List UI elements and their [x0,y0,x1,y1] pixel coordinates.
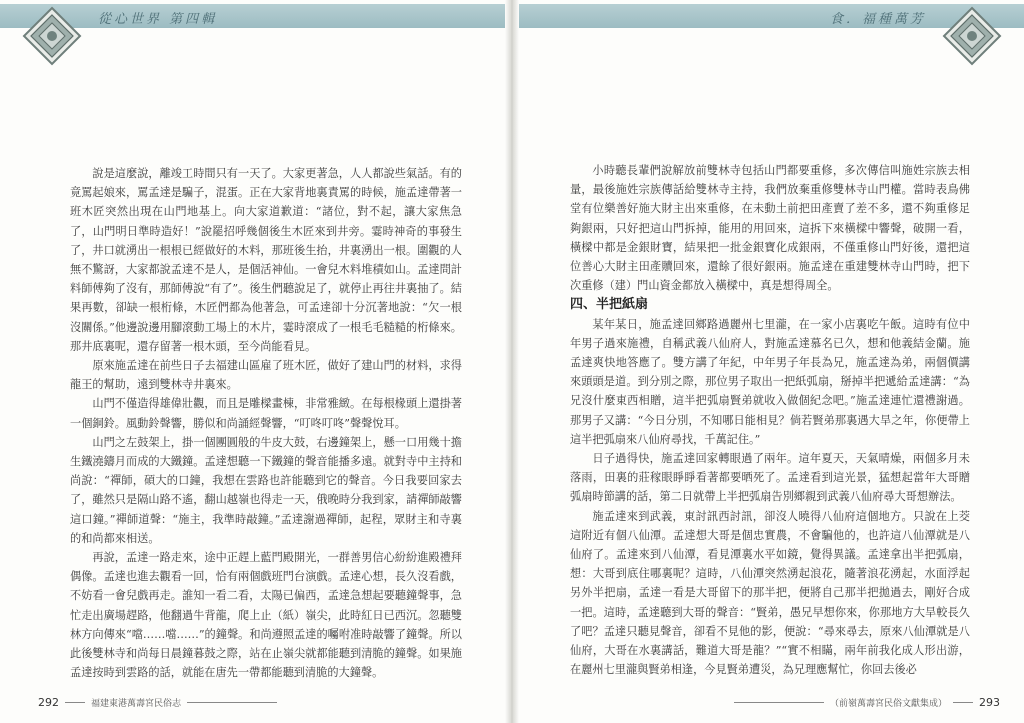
ornamental-diamond-emblem-icon [22,6,82,66]
left-footer [38,696,283,709]
book-gutter [505,0,519,723]
paragraph: 日子過得快，施孟達回家轉眼過了兩年。這年夏天，天氣晴燥，兩個多月未落雨，田裏的莊稼眼睜睜看著都要晒死了。孟達看到這光景，猛想起當年大哥贈弧扇時節講的話，第二日就帶上半把弧扇告別鄉親到武義八仙府尋大哥想辦法。 [570,452,970,504]
footer-title: 福建東港萬壽宮民俗志 [91,699,182,709]
page-number: 293 [979,696,1000,709]
right-running-header: 食．福種萬芳 [829,12,926,27]
paragraph: 再說，孟達一路走來，途中正趕上藍門殿開光，一群善男信心紛紛進殿禮拜偶像。孟達也進去觀看一回，恰有兩個戲班門台演戲。孟達心想，長久沒看戲，不妨看一會兒戲再走。誰知一看二看，太陽已偏西，孟達急想起要聽鐘聲事，急忙走出廣場趕路，他翻過牛背龍，爬上止（紙）嶺尖，此時紅日已西沉。忽聽雙林方向傳來“噹……噹……”的鐘聲。和尚遵照孟達的囑咐准時敲響了鐘聲。所以此後雙林寺和尚每日晨鐘暮鼓之際，站在止嶺尖就都能聽到清脆的鐘聲。如果施孟達按時到雲路的話，就能在唐先一帶都能聽到清脆的大鐘聲。 [70,551,462,680]
right-page [514,0,1024,723]
paragraph: 說是這麼說，離竣工時間只有一天了。大家更著急，人人都說些氣話。有的竟罵起娘來，罵孟達是騙子，混蛋。正在大家背地裏責罵的時候，施孟達帶著一班木匠突然出現在山門地基上。向大家道歉道：“諸位，對不起，讓大家焦急了，山門明日準時造好！”說罷招呼幾個後生木匠來到井旁。霎時神奇的事發生了，井口就湧出一根根已經做好的木料，那班後生抬，井裏湧出一根。圍觀的人無不驚訝，大家都說孟達不是人，是個活神仙。一會兒木料堆積如山。孟達問計料師傅夠了沒有，那師傅說“有了”。後生們聽說足了，就停止再往井裏抽了。結果再數，卻缺一根桁條，木匠們都為他著急，可孟達卻十分沉著地說：“欠一根沒關係。”他邊說邊用腳滾動工場上的木片，霎時滾成了一根毛毛糙糙的桁條來。那井底裏呢，還存留著一根木頭，至今尚能看見。 [70,167,462,353]
left-running-header: 從心世界 第四輯 [98,12,218,27]
footer-title: （前嶺萬壽宮民俗文獻集成） [829,699,947,709]
paragraph: 山門不僅造得雄偉壯觀，而且是雕樑畫棟，非常雅緻。在每根椽頭上還掛著一個銅鈴。風動鈴聲響，勝似和尚誦經聲響，“叮咚叮咚”聲聲悅耳。 [70,397,462,430]
right-footer [728,696,1000,709]
left-page [0,0,510,723]
paragraph: 原來施孟達在前些日子去福建山區雇了班木匠，做好了建山門的材料，求得龍王的幫助，遠到雙林寺井裏來。 [70,359,462,392]
paragraph: 山門之左鼓架上，掛一個團圓般的牛皮大鼓，右邊鐘架上，懸一口用幾十擔生鐵澆鑄月而成的大鐵鐘。孟達想聽一下鐵鐘的聲音能播多遠。就對寺中主持和尚說：“禪師，碩大的口鐘，我想在雲路也許能聽到它的聲音。今日我要回家去了，雖然只是隔山路不遙，翻山越嶺也得走一天，俄晚時分我到家，請禪師敲響這口鐘。”禪師道聲：“施主，我準時敲鐘。”孟達謝過禪師，起程，眾財主和寺裏的和尚都來相送。 [70,435,462,545]
paragraph: 某年某日，施孟達回鄉路過麗州七里瀧，在一家小店裏吃午飯。這時有位中年男子過來施禮，自稱武義八仙府人，對施孟達慕名已久，想和他義結金蘭。施孟達爽快地答應了。雙方講了年紀，中年男子年長為兄，施孟達為弟，兩個價講來頭頭是道。到分別之際，那位男子取出一把紙弧扇，掰掉半把遞給孟達講：“為兄沒什麼東西相贈，這半把弧扇賢弟就收入做個紀念吧。”施孟達連忙還禮謝過。那男子又講：“今日分別，不知哪日能相見？倘若賢弟那裏遇大旱之年，你便帶上這半把弧扇來八仙府尋找，千萬記住。” [570,317,970,446]
footer-rule [953,702,973,703]
footer-rule [734,702,824,703]
section-title: 四、半把紙扇 [570,297,649,313]
paragraph: 施孟達來到武義，東討訊西討訊，卻沒人曉得八仙府這個地方。只說在上茭這附近有個八仙潭。孟達想大哥是個忠實農，不會騙他的，也許這八仙潭就是八仙府了。孟達來到八仙潭，看見潭裏水平如鏡，覺得異議。孟達拿出半把弧扇，想：大哥到底住哪裏呢？這時，八仙潭突然湧起浪花，隨著浪花湧起，水面浮起另外半把扇，孟達一看是大哥留下的那半把，便將自己那半把拋過去，剛好合成一把。這時，孟達聽到大哥的聲音：“賢弟，愚兄早想你來，你那地方大旱較長久了吧？孟達只聽見聲音，卻看不見他的影，便說：“尋來尋去，原來八仙潭就是八仙府，大哥在水裏講話，難道大哥是龍？”“實不相瞞，兩年前我化成人形出游，在麗州七里瀧與賢弟相逢，今見賢弟遭災，為兄理應幫忙，你回去後必 [570,509,970,677]
ornamental-diamond-emblem-icon [942,6,1002,66]
left-body-text [70,164,462,682]
page-number: 292 [38,696,59,709]
right-body-text [570,161,970,679]
paragraph: 小時聽長輩們說解放前雙林寺包括山門都要重修，多次傳信叫施姓宗族去相量，最後施姓宗族傳話給雙林寺主持，我們放棄重修雙林寺山門權。當時表鳥佛堂有位樂善好施大財主出來重修，在未動土前把田產賣了差不多，還不夠重修足夠銀兩，只好把這山門拆掉，能用的用回來，這拆下來橫樑中響聲，破開一看，橫樑中都是金銀財寶，結果把一批金銀寶化成銀兩，不僅重修山門好後，還把這位善心大財主田產贖回來，還餘了很好銀兩。施孟達在重建雙林寺山門時，把下次重修（建）門山資金都放入橫樑中，真是想得周全。 [570,164,970,293]
footer-rule [65,702,85,703]
footer-rule [187,702,277,703]
